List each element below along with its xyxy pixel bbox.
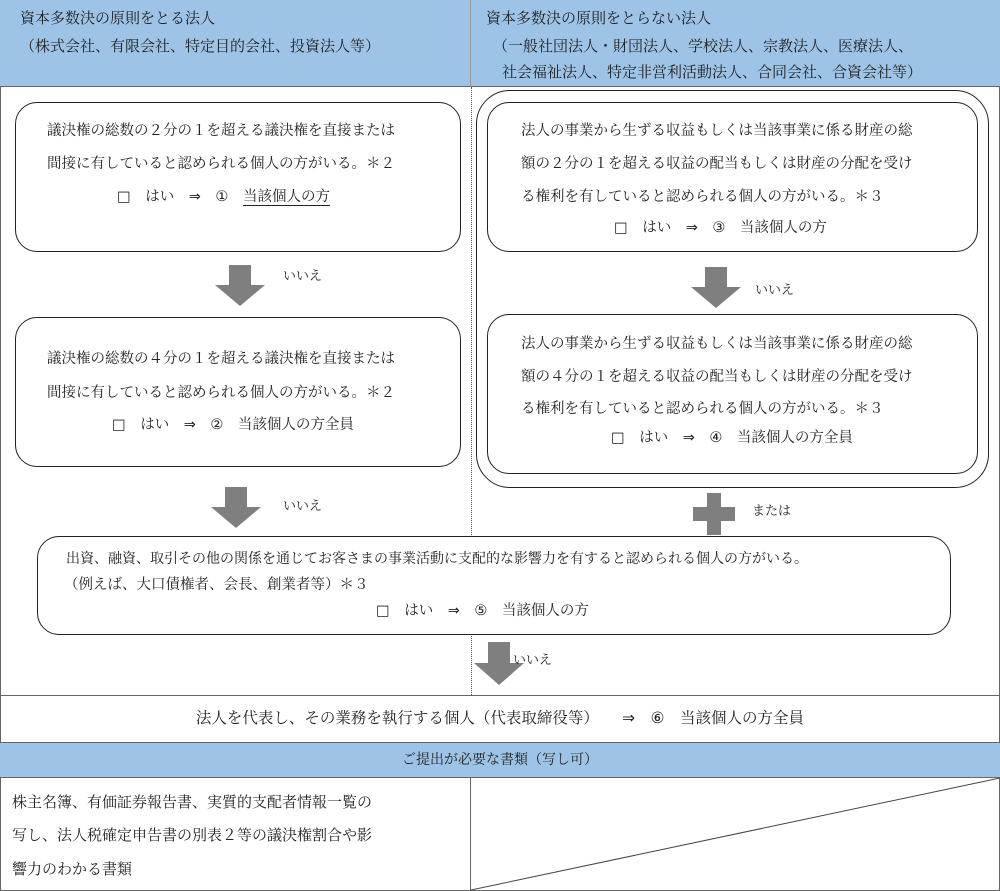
box3-answer: □ はい ⇒ ③ 当該個人の方: [614, 220, 827, 236]
box1-answer: [117, 187, 330, 207]
box2-answer: □ はい ⇒ ② 当該個人の方全員: [112, 417, 354, 433]
question-box-1: [15, 102, 461, 252]
no-label-2: いいえ: [283, 499, 323, 514]
header-right-subtitle-1: （一般社団法人・財団法人、学校法人、宗教法人、医療法人、: [493, 37, 914, 55]
down-arrow-3: [688, 267, 744, 309]
box1-line1: 議決権の総数の２分の１を超える議決権を直接または: [47, 123, 395, 139]
box2-line1: 議決権の総数の４分の１を超える議決権を直接または: [47, 351, 395, 367]
documents-header-text: ご提出が必要な書類（写し可）: [402, 752, 598, 768]
box5-line1: 出資、融資、取引その他の関係を通じてお客さまの事業活動に支配的な影響力を有すると認められる個人の方がいる。: [66, 551, 808, 567]
box3-line1: 法人の事業から生ずる収益もしくは当該事業に係る財産の総: [521, 123, 913, 139]
header-right-subtitle-2: 社会福祉法人、特定非営利活動法人、合同会社、合資会社等）: [502, 63, 923, 81]
question-box-5: [37, 536, 951, 635]
no-label-4: いいえ: [513, 653, 553, 668]
box1-line2: 間接に有していると認められる個人の方がいる。＊２: [47, 156, 395, 172]
documents-header: [0, 742, 1000, 778]
header-left-subtitle: （株式会社、有限会社、特定目的会社、投資法人等）: [20, 37, 381, 55]
header-right-title: 資本多数決の原則をとらない法人: [486, 9, 712, 27]
box3-line2: 額の２分の１を超える収益の配当もしくは財産の分配を受け: [521, 156, 913, 172]
question-box-3: [487, 102, 978, 252]
box4-line1: 法人の事業から生ずる収益もしくは当該事業に係る財産の総: [521, 336, 913, 352]
down-arrow-1: [212, 265, 268, 307]
documents-line3: 響力のわかる書類: [12, 860, 133, 878]
box4-answer: □ はい ⇒ ④ 当該個人の方全員: [611, 430, 853, 446]
final-row-text: 法人を代表し、その業務を執行する個人（代表取締役等） ⇒ ⑥ 当該個人の方全員: [195, 709, 805, 727]
final-row: [0, 695, 1000, 742]
box4-line2: 額の４分の１を超える収益の配当もしくは財産の分配を受け: [521, 369, 913, 385]
box1-result: 当該個人の方: [242, 189, 330, 205]
plus-icon: [693, 493, 735, 535]
documents-line2: 写し、法人税確定申告書の別表２等の議決権割合や影: [12, 826, 373, 844]
question-box-4: [487, 314, 978, 474]
box3-line3: る権利を有していると認められる個人の方がいる。＊３: [521, 189, 884, 205]
question-box-2: [15, 317, 461, 467]
documents-left-cell: [0, 778, 471, 891]
or-label: または: [752, 504, 792, 519]
documents-line1: 株主名簿、有価証券報告書、実質的支配者情報一覧の: [12, 793, 373, 811]
down-arrow-2: [208, 487, 264, 529]
header-right: [471, 0, 1000, 87]
no-label-3: いいえ: [755, 283, 795, 298]
header-left: [0, 0, 471, 87]
box1-answer-prefix: □ はい ⇒ ①: [117, 189, 229, 205]
no-label-1: いいえ: [283, 269, 323, 284]
box4-line3: る権利を有していると認められる個人の方がいる。＊３: [521, 401, 884, 417]
documents-right-cell-diagonal: [471, 778, 1000, 891]
box5-line2: （例えば、大口債権者、会長、創業者等）＊３: [64, 577, 369, 593]
box5-answer: □ はい ⇒ ⑤ 当該個人の方: [376, 603, 589, 619]
header-left-title: 資本多数決の原則をとる法人: [20, 9, 216, 27]
box2-line2: 間接に有していると認められる個人の方がいる。＊２: [47, 385, 395, 401]
